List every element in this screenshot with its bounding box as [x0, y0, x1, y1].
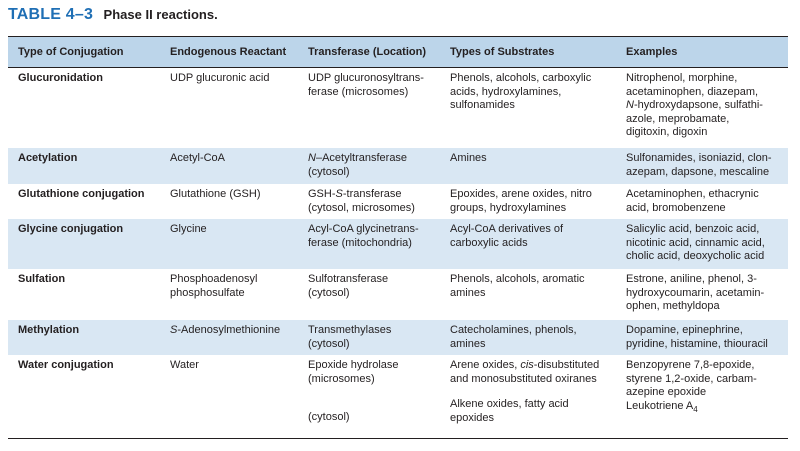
cell-type: Water conjugation [18, 359, 114, 371]
transferase-cytosol: (cytosol) [308, 411, 350, 423]
table-header-row [8, 37, 788, 68]
acetyltransferase-text: –Acetyltransferase (cytosol) [308, 152, 408, 178]
header-transferase: Transferase (Location) [308, 46, 426, 58]
transferase-microsomes: Epoxide hydrolase (microsomes) [308, 359, 399, 385]
substrates-alkene-oxides: Alkene oxides, fatty acid epoxides [450, 398, 569, 424]
gsh-text: GSH- [308, 188, 336, 200]
leukotriene-text: Leukotriene A [626, 399, 694, 412]
transferase-text: -transferase (cytosol, microsomes) [308, 188, 415, 214]
cell-reactant [164, 320, 302, 355]
italic-s-prefix: S [170, 324, 178, 336]
cell-transferase: UDP glucuronosyltrans- ferase (microsomes) [308, 72, 424, 98]
cell-substrates [444, 355, 620, 438]
cell-examples: Estrone, aniline, phenol, 3- hydroxycoumarin, acetamin- ophen, methyldopa [626, 273, 765, 312]
cell-substrates: Phenols, alcohols, aromatic amines [450, 273, 585, 299]
cell-transferase: Sulfotransferase (cytosol) [308, 273, 389, 299]
header-type: Type of Conjugation [18, 46, 124, 58]
cell-type: Glycine conjugation [18, 223, 124, 235]
table-row-glutathione [8, 184, 788, 219]
cell-transferase: Acyl-CoA glycinetrans- ferase (mitochondria) [308, 223, 419, 249]
cell-substrates: Catecholamines, phenols, amines [450, 324, 577, 350]
table-row-methylation [8, 320, 788, 355]
cell-substrates: Phenols, alcohols, carboxylic acids, hydroxylamines, sulfonamides [450, 72, 592, 111]
italic-s-prefix: S [335, 188, 343, 200]
table-row-sulfation [8, 269, 788, 320]
cell-type: Glucuronidation [18, 72, 103, 84]
table-row-water-conjugation [8, 355, 788, 438]
table-row-glycine [8, 219, 788, 269]
header-examples: Examples [626, 46, 678, 58]
header-reactant: Endogenous Reactant [170, 46, 287, 58]
nitrophenol-text: Nitrophenol, morphine, acetaminophen, diazepam, [626, 72, 759, 98]
hydroxydapsone-text: -hydroxydapsone, sulfathi- azole, meprobamate, digitoxin, digoxin [626, 99, 763, 138]
adenosylmethionine-text: -Adenosylmethionine [177, 324, 281, 336]
italic-n-prefix: N [626, 99, 634, 111]
cell-transferase [302, 355, 444, 438]
cell-examples: Salicylic acid, benzoic acid, nicotinic acid, cinnamic acid, cholic acid, deoxycholic acid [626, 223, 765, 262]
cell-examples: Dopamine, epinephrine, pyridine, histamine, thiouracil [626, 324, 768, 350]
cell-type: Methylation [18, 324, 80, 336]
cell-substrates: Acyl-CoA derivatives of carboxylic acids [450, 223, 564, 249]
table-row-glucuronidation [8, 68, 788, 148]
cell-examples: Acetaminophen, ethacrynic acid, bromobenzene [626, 188, 759, 214]
table-row-acetylation [8, 148, 788, 184]
cell-type: Acetylation [18, 152, 78, 164]
cell-reactant: Acetyl-CoA [170, 152, 226, 164]
cell-examples [620, 68, 788, 148]
phase-ii-table [8, 36, 788, 439]
cell-reactant: Phosphoadenosyl phosphosulfate [170, 273, 258, 299]
cell-reactant: UDP glucuronic acid [170, 72, 270, 84]
table-caption: Phase II reactions. [103, 7, 218, 22]
examples-benzopyrene: Benzopyrene 7,8-epoxide, styrene 1,2-oxide, carbam- azepine epoxide [626, 359, 757, 398]
cell-transferase: Transmethylases (cytosol) [308, 324, 392, 350]
cell-reactant: Water [170, 359, 199, 371]
cell-substrates: Epoxides, arene oxides, nitro groups, hydroxylamines [450, 188, 592, 214]
examples-leukotriene [626, 400, 782, 417]
cell-type: Glutathione conjugation [18, 188, 145, 200]
cell-examples: Sulfonamides, isoniazid, clon- azepam, dapsone, mescaline [626, 152, 772, 178]
cell-reactant: Glycine [170, 223, 207, 235]
disubstituted-text: -disubstituted and monosubstituted oxiranes [450, 359, 600, 385]
substrates-arene-oxides [450, 359, 614, 386]
arene-oxides-text: Arene oxides, [450, 359, 521, 371]
italic-cis: cis [520, 359, 534, 371]
cell-transferase [302, 184, 444, 219]
header-substrates: Types of Substrates [450, 46, 555, 58]
table-title [8, 6, 218, 24]
table-number: TABLE 4–3 [8, 6, 94, 23]
cell-type: Sulfation [18, 273, 66, 285]
cell-examples [620, 355, 788, 438]
italic-n-prefix: N [308, 152, 316, 164]
cell-transferase [302, 148, 444, 184]
cell-substrates: Amines [450, 152, 487, 164]
cell-reactant: Glutathione (GSH) [170, 188, 261, 200]
leukotriene-subscript: 4 [693, 404, 698, 414]
